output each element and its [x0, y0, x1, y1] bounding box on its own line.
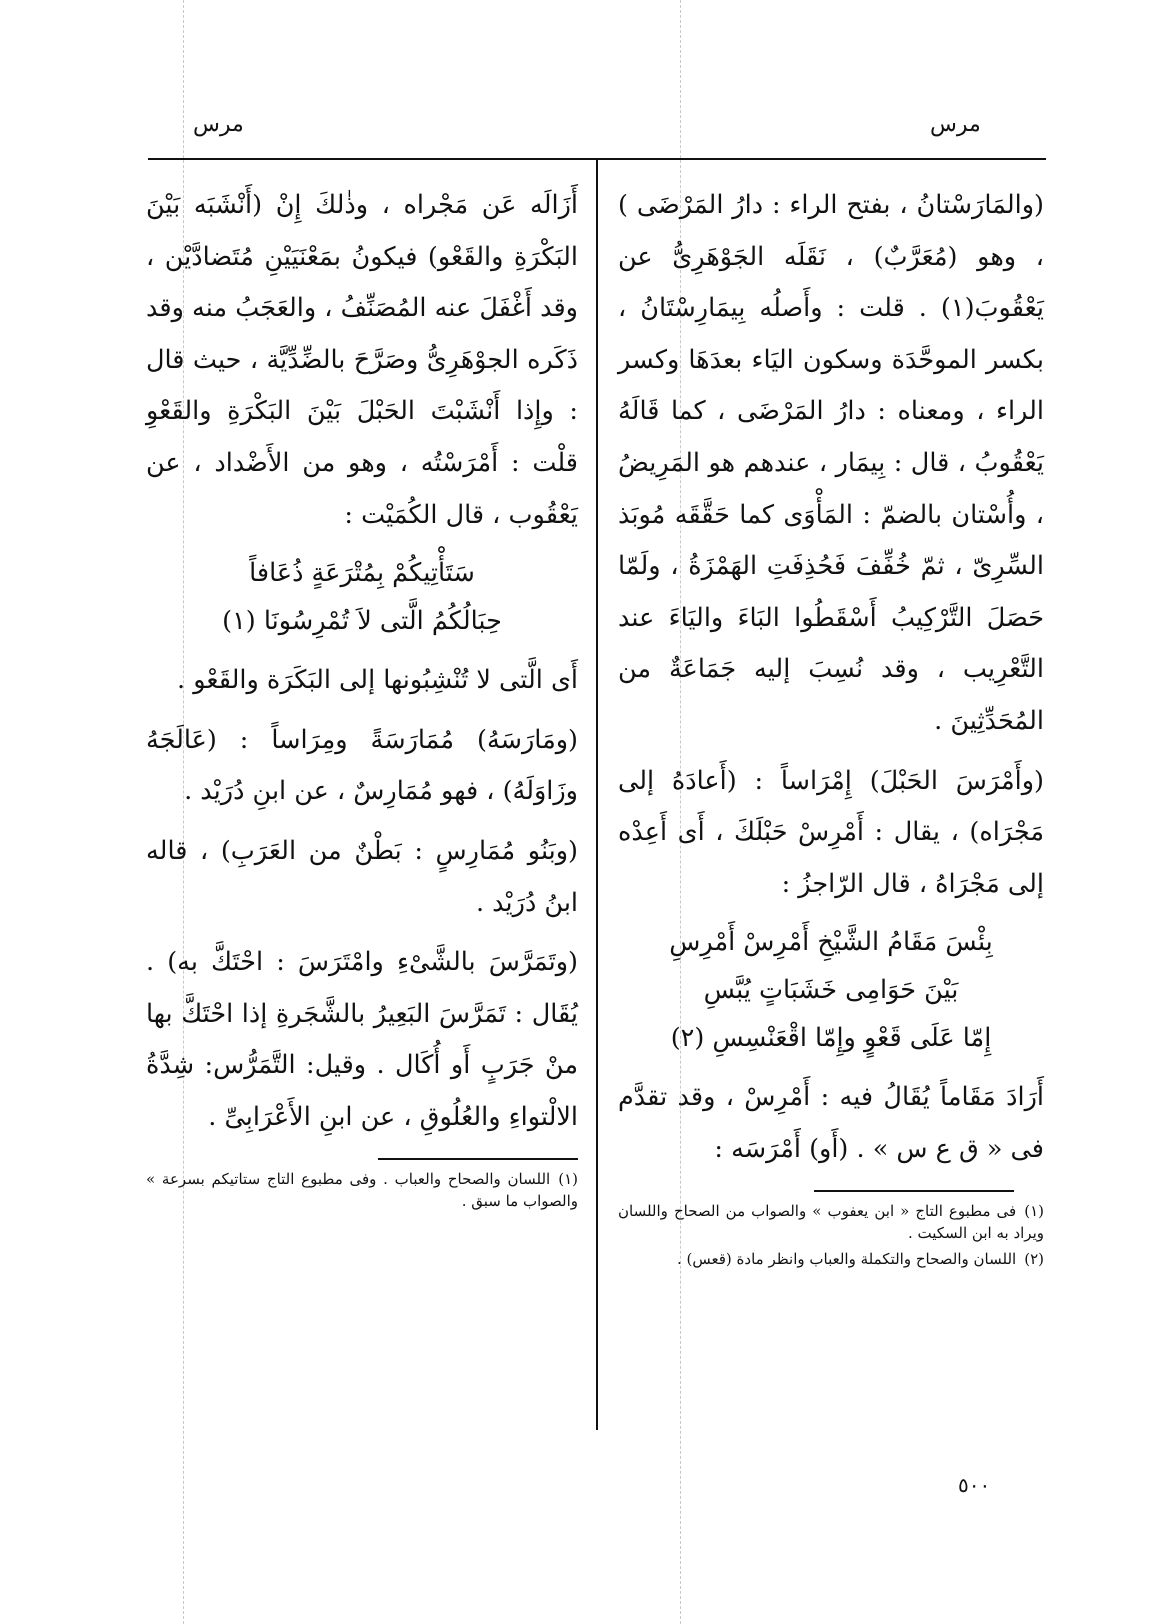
right-column [618, 180, 1044, 1274]
right-running-head: مرس [930, 112, 981, 137]
paragraph-azalahu: أَزَالَه عَن مَجْراه ، وذٰلكَ إِنْ (أَنْشَبَه بَيْنَ البَكْرَةِ والقَعْو) فيكونُ بمَعْنَيَيْنِ مُتَضادَّيْن ، وقد أَغْفَلَ عنه المُصَنِّفُ ، والعَجَبُ منه وقد ذَكَره الجوْهَرِىُّ وصَرَّحَ بالضِّدِّيَّة ، حيث قال : وإِذا أَنْشَبْتَ الحَبْلَ بَيْنَ البَكْرَةِ والقَعْوِ قلْت : أَمْرَسْتُه ، وهو من الأَضْداد ، عن يَعْقُوب ، قال الكُمَيْت : [146, 190, 578, 530]
footnote-number: (١) [1024, 1201, 1044, 1220]
footnote [618, 1200, 1044, 1244]
footnote-text: اللسان والصحاح والتكملة والعباب وانظر مادة (قعس) . [677, 1249, 1017, 1268]
verse-line: حِبَالُكُمُ الَّتى لاَ تُمْرِسُونَا (١) [222, 606, 502, 637]
footnote-number: (٢) [1024, 1249, 1044, 1268]
footnote-text: اللسان والصحاح والعباب . وفى مطبوع التاج ستاتيكم بسرعة » والصواب ما سبق . [146, 1169, 578, 1210]
page-number: ٥٠٠ [958, 1473, 991, 1497]
footnote [146, 1168, 578, 1212]
left-running-head: مرس [193, 112, 244, 137]
footnote-rule [378, 1158, 578, 1160]
verse-block [618, 918, 1044, 1062]
verse-line: سَتَأْتِيكُمْ بِمُتْرَعَةٍ ذُعَافاً [249, 558, 475, 589]
paragraph-after-verse: أَرَادَ مَقَاماً يُقَالُ فيه : أَمْرِسْ ، وقد تقدَّم فى « ق ع س » . (أَو) أَمْرَسَه : [618, 1082, 1044, 1164]
footnote-text: فى مطبوع التاج « ابن يعفوب » والصواب من الصحاح واللسان ويراد به ابن السكيت . [618, 1201, 1044, 1242]
verse-line: بَيْنَ حَوَامِى خَشَبَاتٍ يُبَّسِ [703, 975, 959, 1006]
paragraph-tamarrasa: (وتَمَرَّسَ بالشَّىْءِ وامْتَرَسَ : احْتَكَّ به) . يُقَال : تَمَرَّسَ البَعِيرُ بالشَّجَرةِ إذا احْتَكَّ بها منْ جَرَبٍ أَو أُكَال . وقيل: التَّمَرُّس: شِدَّةُ الالْتواءِ والعُلُوقِ ، عن ابنِ الأَعْرَابِىِّ . [146, 947, 578, 1132]
paragraph-maristan: (والمَارَسْتانُ ، بفتح الراء : دارُ المَرْضَى ) ، وهو (مُعَرَّبٌ) ، نَقَلَه الجَوْهَرِىُّ عن يَعْقُوبَ(١) . قلت : وأَصلُه بِيمَارِسْتَانُ ، بكسر الموحَّدَة وسكون اليَاء بعدَهَا وكسر الراء ، ومعناه : دارُ المَرْضَى ، كما قَالَهُ يَعْقُوبُ ، قال : بِيمَار ، عندهم هو المَرِيضُ ، وأُسْتان بالضمّ : المَأْوَى كما حَقَّقَه مُوبَذ السِّرِىّ ، ثمّ خُفِّفَ فَحُذِفَتِ الهَمْزَةُ ، ولَمّا حَصَلَ التَّرْكِيبُ أَسْقَطُوا البَاءَ واليَاءَ عند التَّعْرِيب ، وقد نُسِبَ إليه جَمَاعَةٌ من المُحَدِّثِينَ . [618, 190, 1044, 736]
footnote-number: (١) [558, 1169, 578, 1188]
paragraph-amrasa: (وأَمْرَسَ الحَبْلَ) إِمْرَاساً : (أَعادَهُ إلى مَجْرَاه) ، يقال : أَمْرِسْ حَبْلَكَ ، أَى أَعِدْه إلى مَجْرَاهُ ، قال الرّاجزُ : [618, 765, 1044, 899]
paragraph-explanation: أَى الَّتى لا تُنْشِبُونها إلى البَكَرَة والقَعْو . [177, 665, 578, 696]
column-divider [596, 160, 598, 1430]
verse-block [146, 549, 578, 645]
paragraph-marasahu: (ومَارَسَهُ) مُمَارَسَةً ومِرَاساً : (عَالَجَهُ وزَاوَلَهُ) ، فهو مُمَارِسٌ ، عن ابنِ دُرَيْد . [146, 724, 578, 807]
footnote-rule [814, 1190, 1014, 1192]
left-column [146, 180, 578, 1216]
verse-line: بِئْسَ مَقَامُ الشَّيْخِ أَمْرِسْ أَمْرِسِ [669, 927, 993, 958]
verse-line: إِمّا عَلَى قَعْوٍ وإِمّا اقْعَنْسِسِ (٢) [670, 1023, 992, 1054]
footnote [618, 1248, 1044, 1270]
paragraph-banu-mumaris: (وبَنُو مُمَارِسٍ : بَطْنٌ من العَرَبِ) ، قاله ابنُ دُرَيْد . [146, 835, 578, 918]
